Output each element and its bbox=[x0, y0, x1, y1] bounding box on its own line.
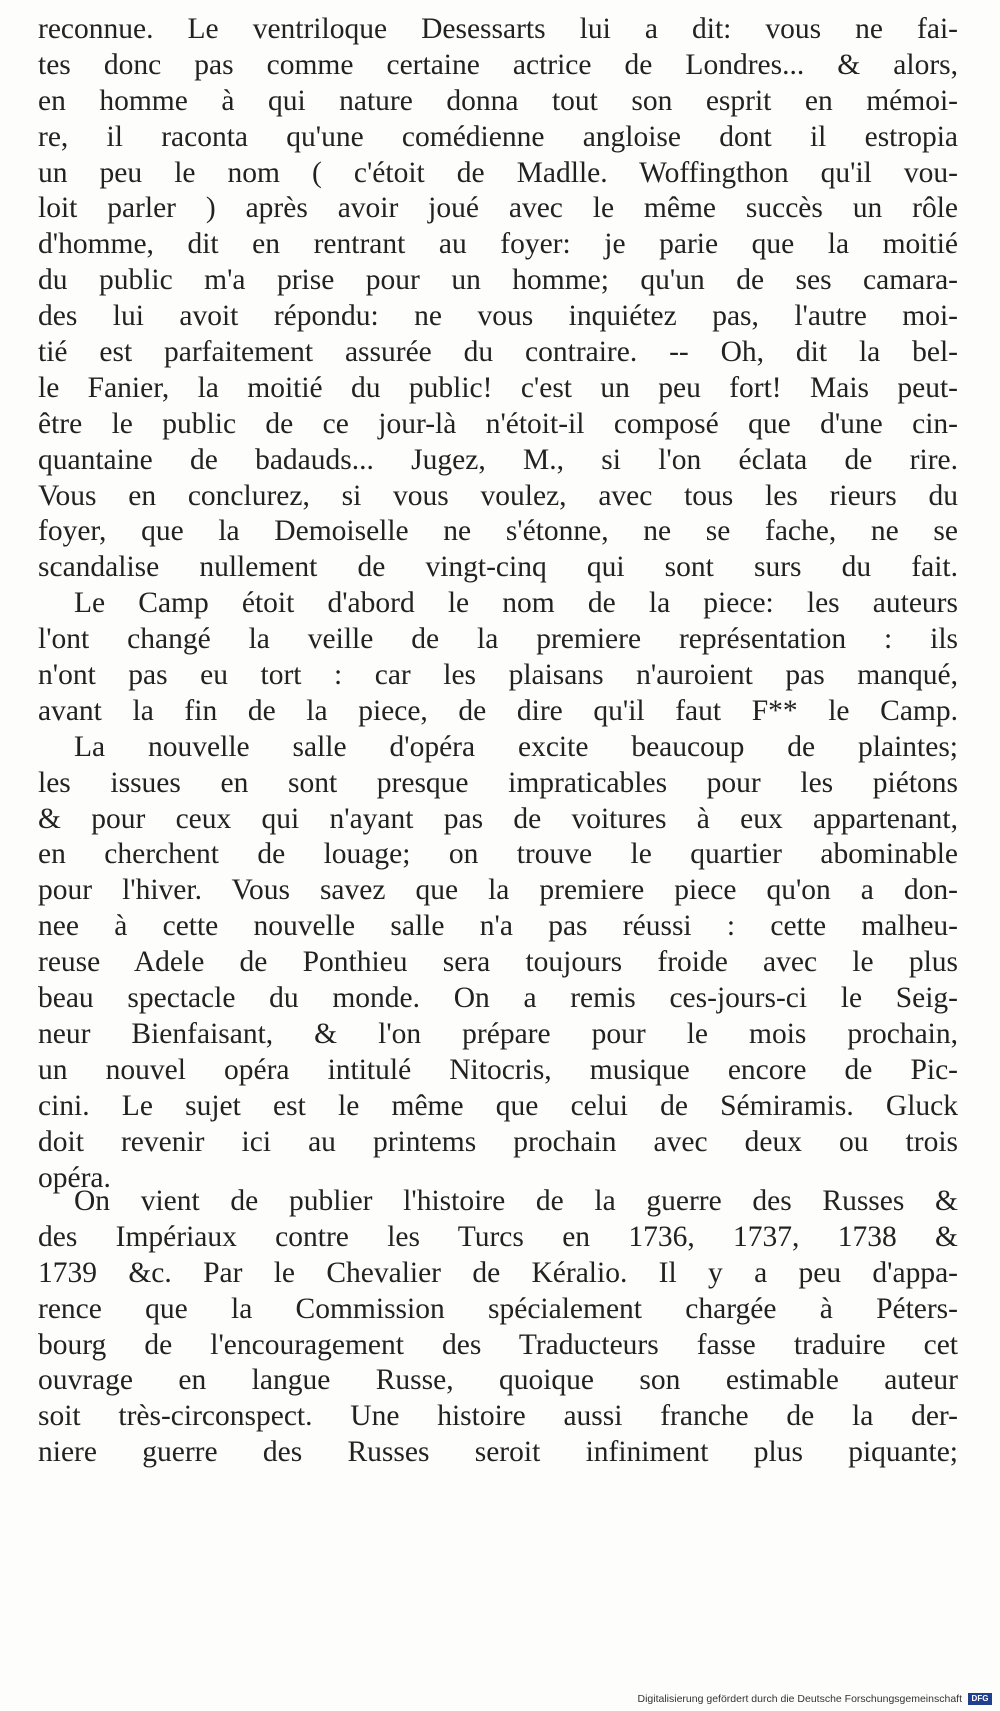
text-line: cini. Le sujet est le même que celui de Sémiramis. Gluck bbox=[38, 1089, 958, 1122]
text-line: en cherchent de louage; on trouve le quartier abominable bbox=[38, 838, 958, 871]
text-line: des lui avoit répondu: ne vous inquiétez pas, l'autre moi- bbox=[38, 300, 958, 333]
text-line: reuse Adele de Ponthieu sera toujours froide avec le plus bbox=[38, 946, 958, 979]
paragraph-4 bbox=[38, 1184, 958, 1471]
text-line: soit très-circonspect. Une histoire aussi franche de la der- bbox=[38, 1400, 958, 1433]
text-line: foyer, que la Demoiselle ne s'étonne, ne se fache, ne se bbox=[38, 515, 958, 548]
text-line: beau spectacle du monde. On a remis ces-jours-ci le Seig- bbox=[38, 982, 958, 1015]
text-line: re, il raconta qu'une comédienne angloise dont il estropia bbox=[38, 120, 958, 153]
text-line: n'ont pas eu tort : car les plaisans n'auroient pas manqué, bbox=[38, 659, 958, 692]
text-line: reconnue. Le ventriloque Desessarts lui a dit: vous ne fai- bbox=[38, 13, 958, 45]
dfg-logo-icon: DFG bbox=[968, 1693, 992, 1705]
text-line: un nouvel opéra intitulé Nitocris, musique encore de Pic- bbox=[38, 1053, 958, 1086]
text-line: Le Camp étoit d'abord le nom de la piece: les auteurs bbox=[74, 587, 958, 620]
text-line: pour l'hiver. Vous savez que la premiere piece qu'on a don- bbox=[38, 874, 958, 907]
text-line: être le public de ce jour-là n'étoit-il composé que d'une cin- bbox=[38, 407, 958, 440]
text-line: quantaine de badauds... Jugez, M., si l'on éclata de rire. bbox=[38, 443, 958, 476]
text-line: Vous en conclurez, si vous voulez, avec tous les rieurs du bbox=[38, 479, 958, 512]
text-line: le Fanier, la moitié du public! c'est un peu fort! Mais peut- bbox=[38, 371, 958, 404]
credit-text: Digitalisierung gefördert durch die Deutsche Forschungsgemeinschaft bbox=[637, 1693, 962, 1705]
text-line: neur Bienfaisant, & l'on prépare pour le mois prochain, bbox=[38, 1017, 958, 1050]
text-line: en homme à qui nature donna tout son esprit en mémoi- bbox=[38, 84, 958, 117]
text-line: tié est parfaitement assurée du contraire. -- Oh, dit la bel- bbox=[38, 336, 958, 369]
text-line: loit parler ) après avoir joué avec le même succès un rôle bbox=[38, 192, 958, 225]
text-line: d'homme, dit en rentrant au foyer: je parie que la moitié bbox=[38, 228, 958, 261]
text-line: rence que la Commission spécialement chargée à Péters- bbox=[38, 1292, 958, 1325]
text-line: 1739 &c. Par le Chevalier de Kéralio. Il y a peu d'appa- bbox=[38, 1256, 958, 1289]
text-line: nee à cette nouvelle salle n'a pas réussi : cette malheu- bbox=[38, 910, 958, 943]
text-line: du public m'a prise pour un homme; qu'un de ses camara- bbox=[38, 264, 958, 297]
text-line: bourg de l'encouragement des Traducteurs fasse traduire cet bbox=[38, 1328, 958, 1361]
paragraph-1 bbox=[38, 12, 958, 586]
digitization-credit bbox=[637, 1693, 992, 1705]
text-line: & pour ceux qui n'ayant pas de voitures à eux appartenant, bbox=[38, 802, 958, 835]
text-line: La nouvelle salle d'opéra excite beaucoup de plaintes; bbox=[74, 730, 958, 763]
text-line: ouvrage en langue Russe, quoique son estimable auteur bbox=[38, 1364, 958, 1397]
text-line: les issues en sont presque impraticables pour les piétons bbox=[38, 766, 958, 799]
text-line: doit revenir ici au printems prochain avec deux ou trois bbox=[38, 1125, 958, 1158]
text-line: niere guerre des Russes seroit infiniment plus piquante; bbox=[38, 1436, 958, 1469]
text-line: un peu le nom ( c'étoit de Madlle. Woffingthon qu'il vou- bbox=[38, 156, 958, 189]
text-line: tes donc pas comme certaine actrice de Londres... & alors, bbox=[38, 48, 958, 81]
text-block-bottom bbox=[38, 1184, 958, 1471]
text-line: l'ont changé la veille de la premiere représentation : ils bbox=[38, 623, 958, 656]
text-line: On vient de publier l'histoire de la guerre des Russes & bbox=[74, 1185, 958, 1217]
text-line: opéra. bbox=[38, 1161, 111, 1194]
text-line: des Impériaux contre les Turcs en 1736, 1737, 1738 & bbox=[38, 1220, 958, 1253]
text-line: avant la fin de la piece, de dire qu'il faut F** le Camp. bbox=[38, 694, 958, 727]
paragraph-2 bbox=[38, 586, 958, 730]
paragraph-3 bbox=[38, 730, 958, 1197]
text-line: scandalise nullement de vingt-cinq qui sont surs du fait. bbox=[38, 551, 958, 584]
text-block-top bbox=[38, 12, 958, 1196]
